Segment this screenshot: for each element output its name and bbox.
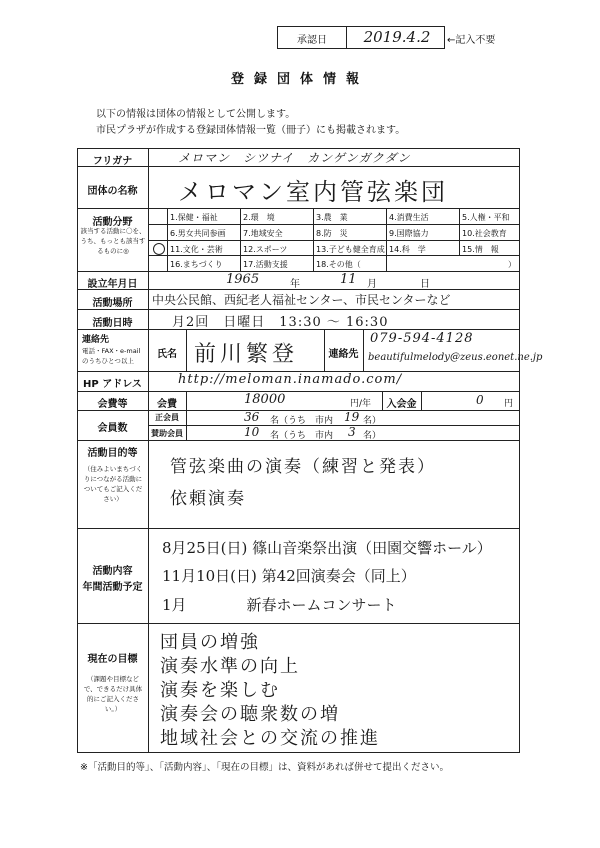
supporting-city: 3 [348, 425, 356, 439]
contact-sub-label: 連絡先 [328, 349, 359, 360]
plan-line-2: 11月10日(日) 第42回演奏会（同上） [162, 567, 416, 585]
entry-fee-label: 入会金 [386, 399, 417, 410]
plan-line-1: 8月25日(日) 篠山音楽祭出演（田園交響ホール） [162, 539, 492, 557]
goals-label: 現在の目標 [87, 654, 138, 665]
category-5: 5.人権・平和 [462, 213, 510, 222]
fee-sub-label: 会費 [157, 399, 177, 410]
activity-label: 活動分野 [92, 217, 133, 228]
name-value: メロマン室内管弦楽団 [178, 178, 448, 206]
furigana-label: フリガナ [92, 156, 133, 167]
category-11: 11.文化・芸術 [170, 245, 223, 254]
category-10: 10.社会教育 [462, 229, 507, 238]
hp-value: http://meloman.inamado.com/ [178, 372, 403, 387]
selected-circle [153, 243, 165, 255]
hp-label: HP アドレス [83, 379, 142, 390]
purpose-note: （住みよいまちづくりにつながる活動についてもご記入ください） [83, 465, 143, 503]
supporting-unit-prefix: 名（うち 市内 [270, 431, 334, 441]
regular-city: 19 [344, 410, 360, 424]
founded-month: 11 [340, 272, 357, 287]
members-label: 会員数 [97, 423, 128, 434]
email-value: beautifulmelody@zeus.eonet.ne.jp [368, 352, 543, 363]
category-7: 7.地域安全 [243, 229, 283, 238]
fee-label: 会費等 [97, 399, 128, 410]
founded-day-unit: 日 [420, 279, 430, 290]
contact-note: 電話・FAX・e-mailのうちひとつ以上 [82, 347, 141, 365]
category-8: 8.防 災 [316, 229, 348, 238]
founded-year: 1965 [226, 272, 260, 287]
category-1: 1.保健・福祉 [170, 213, 218, 222]
plan-label-2: 年間活動予定 [82, 582, 143, 593]
category-14: 14.科 学 [389, 245, 426, 254]
category-9: 9.国際協力 [389, 229, 429, 238]
supporting-unit-suffix: 名） [363, 431, 382, 441]
name-label: 団体の名称 [87, 186, 138, 197]
fee-value: 18000 [244, 392, 286, 407]
category-6: 6.男女共同参画 [170, 229, 226, 238]
regular-unit-suffix: 名） [363, 416, 382, 426]
purpose-line-2: 依頼演奏 [170, 489, 246, 509]
contact-name: 前川繁登 [194, 342, 299, 367]
fee-unit: 円/年 [350, 399, 372, 409]
founded-year-unit: 年 [290, 279, 300, 290]
intro-line-2: 市民プラザが作成する登録団体情報一覧（冊子）にも掲載されます。 [96, 125, 406, 136]
regular-label: 正会員 [155, 413, 179, 422]
entry-fee-value: 0 [476, 393, 484, 407]
category-15: 15.情 報 [462, 245, 499, 254]
goals-line-1: 団員の増強 [160, 632, 260, 653]
goals-line-2: 演奏水準の向上 [160, 656, 300, 677]
goals-line-3: 演奏を楽しむ [160, 680, 280, 701]
schedule-label: 活動日時 [92, 318, 133, 329]
intro-line-1: 以下の情報は団体の情報として公開します。 [96, 109, 296, 120]
category-12: 12.スポーツ [243, 245, 288, 254]
approval-date: 2019.4.2 [363, 28, 431, 46]
category-3: 3.農 業 [316, 213, 348, 222]
footer-note: ※「活動目的等」、「活動内容」、「現在の目標」は、資料があれば併せて提出ください。 [80, 762, 449, 773]
place-value: 中央公民館、西紀老人福祉センター、市民センターなど [152, 293, 451, 307]
regular-unit-prefix: 名（うち 市内 [270, 416, 334, 426]
furigana-value: メロマン シツナイ カンゲンガクダン [178, 151, 411, 165]
regular-count: 36 [244, 410, 260, 424]
plan-line-3: 1月 新春ホームコンサート [162, 596, 397, 614]
activity-note: 該当する活動に〇を、うち、もっとも該当するものに◎ [80, 227, 146, 255]
category-18: 18.その他（ [316, 260, 361, 269]
place-label: 活動場所 [92, 298, 133, 309]
approval-note: ←記入不要 [447, 35, 496, 46]
purpose-line-1: 管弦楽曲の演奏（練習と発表） [170, 457, 436, 477]
supporting-count: 10 [244, 425, 260, 439]
category-13: 13.子ども健全育成 [316, 245, 385, 254]
phone-value: 079-594-4128 [370, 331, 474, 346]
contact-name-label: 氏名 [157, 349, 177, 360]
goals-line-5: 地域社会との交流の推進 [160, 728, 380, 749]
page-title: 登録団体情報 [230, 72, 369, 87]
category-16: 16.まちづくり [170, 260, 223, 269]
goals-note: （課題や目標などで、できるだけ具体的にご記入ください。） [83, 675, 143, 713]
schedule-value: 月2回 日曜日 13:30 〜 16:30 [172, 315, 389, 330]
approval-label: 承認日 [297, 35, 327, 46]
entry-fee-unit: 円 [504, 399, 514, 409]
goals-line-4: 演奏会の聴衆数の増 [160, 704, 340, 725]
supporting-label: 賛助会員 [151, 429, 183, 438]
founded-label: 設立年月日 [87, 279, 138, 290]
category-4: 4.消費生活 [389, 213, 429, 222]
purpose-label: 活動目的等 [87, 448, 138, 459]
plan-label-1: 活動内容 [92, 566, 133, 577]
category-18-close: ） [508, 260, 516, 269]
contact-label: 連絡先 [82, 335, 110, 345]
founded-month-unit: 月 [367, 279, 377, 290]
category-2: 2.環 境 [243, 213, 275, 222]
category-17: 17.活動支援 [243, 260, 288, 269]
